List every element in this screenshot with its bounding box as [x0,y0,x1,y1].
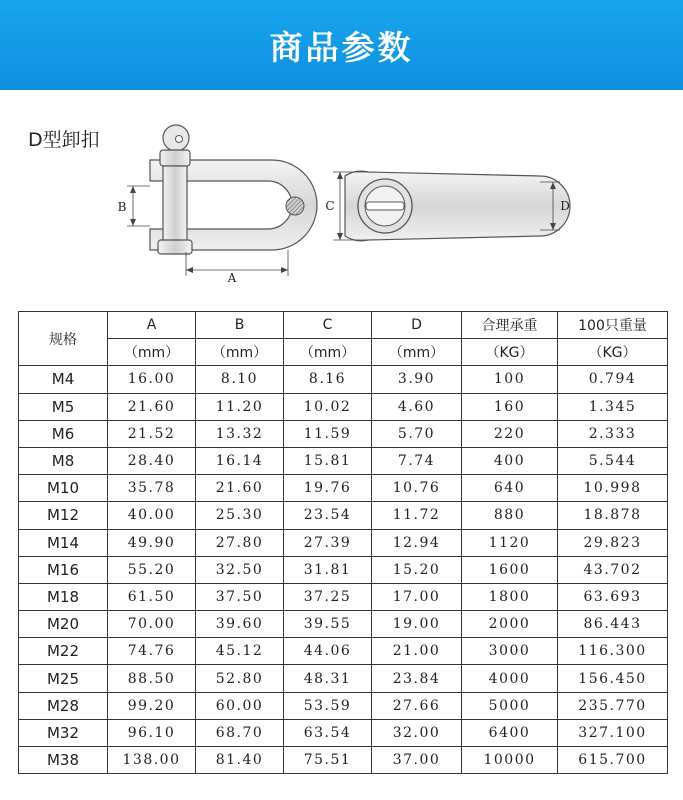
a-cell: 21.60 [108,393,196,420]
b-cell: 16.14 [196,447,284,474]
header-col-weight: 100只重量 [558,312,668,339]
header-spec: 规格 [19,312,108,366]
header-banner [0,0,683,90]
b-cell: 13.32 [196,420,284,447]
spec-cell: M32 [19,719,108,746]
a-cell: 35.78 [108,475,196,502]
load-cell: 400 [462,447,558,474]
weight-cell: 29.823 [558,529,668,556]
shackle-top-view [325,171,570,241]
table-header-row [19,312,668,339]
weight-cell: 5.544 [558,447,668,474]
c-cell: 37.25 [284,583,372,610]
load-cell: 4000 [462,665,558,692]
c-cell: 23.54 [284,502,372,529]
weight-cell: 156.450 [558,665,668,692]
a-cell: 70.00 [108,611,196,638]
b-cell: 25.30 [196,502,284,529]
table-row [19,447,668,474]
table-row [19,529,668,556]
d-cell: 10.76 [372,475,462,502]
header-col-a: A [108,312,196,339]
d-cell: 15.20 [372,556,462,583]
shackle-side-view [118,125,317,285]
d-cell: 27.66 [372,692,462,719]
a-cell: 28.40 [108,447,196,474]
d-cell: 4.60 [372,393,462,420]
load-cell: 880 [462,502,558,529]
d-cell: 3.90 [372,366,462,393]
d-cell: 23.84 [372,665,462,692]
table-row [19,692,668,719]
spec-table [18,311,668,774]
d-cell: 17.00 [372,583,462,610]
b-cell: 27.80 [196,529,284,556]
unit-col-b: （mm） [196,339,284,366]
table-row [19,393,668,420]
load-cell: 1800 [462,583,558,610]
load-cell: 640 [462,475,558,502]
load-cell: 5000 [462,692,558,719]
table-row [19,502,668,529]
spec-cell: M6 [19,420,108,447]
load-cell: 1600 [462,556,558,583]
spec-cell: M22 [19,638,108,665]
weight-cell: 10.998 [558,475,668,502]
b-cell: 32.50 [196,556,284,583]
header-col-c: C [284,312,372,339]
b-cell: 81.40 [196,747,284,774]
a-cell: 49.90 [108,529,196,556]
d-cell: 32.00 [372,719,462,746]
spec-cell: M16 [19,556,108,583]
weight-cell: 615.700 [558,747,668,774]
spec-cell: M18 [19,583,108,610]
a-cell: 99.20 [108,692,196,719]
weight-cell: 327.100 [558,719,668,746]
c-cell: 27.39 [284,529,372,556]
a-cell: 88.50 [108,665,196,692]
spec-cell: M10 [19,475,108,502]
c-cell: 39.55 [284,611,372,638]
table-row [19,420,668,447]
unit-col-c: （mm） [284,339,372,366]
load-cell: 3000 [462,638,558,665]
dim-d-label: D [560,199,570,213]
weight-cell: 43.702 [558,556,668,583]
load-cell: 2000 [462,611,558,638]
a-cell: 55.20 [108,556,196,583]
b-cell: 21.60 [196,475,284,502]
b-cell: 39.60 [196,611,284,638]
c-cell: 10.02 [284,393,372,420]
load-cell: 10000 [462,747,558,774]
spec-cell: M5 [19,393,108,420]
load-cell: 100 [462,366,558,393]
table-row [19,366,668,393]
c-cell: 48.31 [284,665,372,692]
b-cell: 8.10 [196,366,284,393]
dim-c-label: C [325,199,335,213]
d-cell: 5.70 [372,420,462,447]
a-cell: 74.76 [108,638,196,665]
a-cell: 40.00 [108,502,196,529]
weight-cell: 1.345 [558,393,668,420]
b-cell: 37.50 [196,583,284,610]
product-type-label: D型卸扣 [28,129,100,151]
shackle-diagram [0,90,683,300]
table-row [19,638,668,665]
spec-cell: M4 [19,366,108,393]
header-col-load: 合理承重 [462,312,558,339]
a-cell: 138.00 [108,747,196,774]
c-cell: 15.81 [284,447,372,474]
d-cell: 12.94 [372,529,462,556]
spec-cell: M25 [19,665,108,692]
d-cell: 7.74 [372,447,462,474]
spec-cell: M38 [19,747,108,774]
load-cell: 6400 [462,719,558,746]
table-row [19,747,668,774]
load-cell: 220 [462,420,558,447]
page-title: 商品参数 [269,27,414,67]
b-cell: 11.20 [196,393,284,420]
a-cell: 61.50 [108,583,196,610]
d-cell: 37.00 [372,747,462,774]
spec-cell: M8 [19,447,108,474]
unit-col-load: （KG） [462,339,558,366]
c-cell: 75.51 [284,747,372,774]
c-cell: 19.76 [284,475,372,502]
weight-cell: 86.443 [558,611,668,638]
d-cell: 19.00 [372,611,462,638]
spec-cell: M12 [19,502,108,529]
c-cell: 31.81 [284,556,372,583]
header-col-d: D [372,312,462,339]
weight-cell: 63.693 [558,583,668,610]
load-cell: 160 [462,393,558,420]
header-col-b: B [196,312,284,339]
c-cell: 11.59 [284,420,372,447]
spec-cell: M14 [19,529,108,556]
a-cell: 21.52 [108,420,196,447]
unit-col-a: （mm） [108,339,196,366]
b-cell: 60.00 [196,692,284,719]
weight-cell: 18.878 [558,502,668,529]
spec-cell: M20 [19,611,108,638]
c-cell: 44.06 [284,638,372,665]
dim-b-label: B [117,200,127,214]
weight-cell: 235.770 [558,692,668,719]
a-cell: 96.10 [108,719,196,746]
weight-cell: 0.794 [558,366,668,393]
unit-col-d: （mm） [372,339,462,366]
weight-cell: 116.300 [558,638,668,665]
table-row [19,719,668,746]
table-row [19,583,668,610]
c-cell: 8.16 [284,366,372,393]
table-row [19,665,668,692]
a-cell: 16.00 [108,366,196,393]
b-cell: 45.12 [196,638,284,665]
table-row [19,556,668,583]
unit-col-weight: （KG） [558,339,668,366]
table-row [19,475,668,502]
dim-a-label: A [227,271,237,285]
d-cell: 11.72 [372,502,462,529]
d-cell: 21.00 [372,638,462,665]
weight-cell: 2.333 [558,420,668,447]
load-cell: 1120 [462,529,558,556]
spec-cell: M28 [19,692,108,719]
b-cell: 52.80 [196,665,284,692]
c-cell: 63.54 [284,719,372,746]
c-cell: 53.59 [284,692,372,719]
table-row [19,611,668,638]
b-cell: 68.70 [196,719,284,746]
table-unit-row [19,339,668,366]
